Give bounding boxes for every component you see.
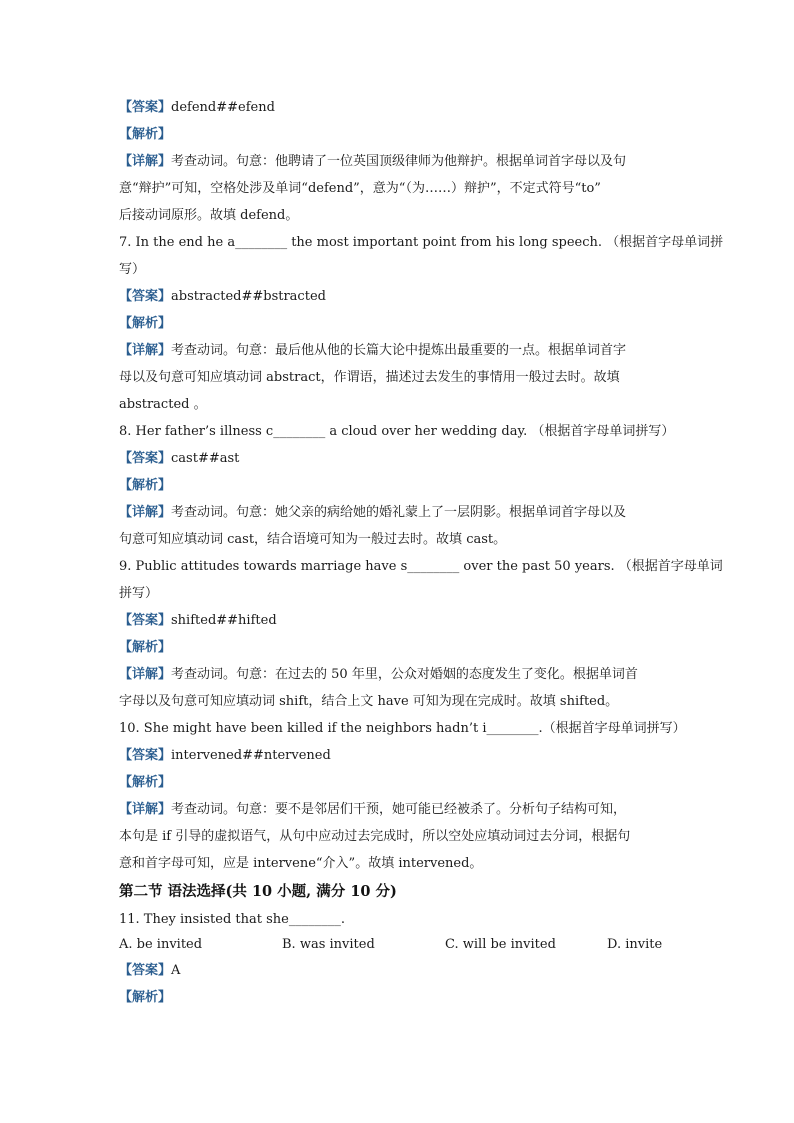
text-line (119, 175, 679, 202)
text-line (119, 337, 679, 364)
line-text: 7. In the end he a________ the most important point from his long speech. （根据首字母单词拼 (119, 235, 724, 250)
line-tag: 【答案】 (119, 613, 172, 628)
line-tag: 【解析】 (119, 640, 172, 655)
line-text: 考查动词。句意：最后他从他的长篇大论中提炼出最重要的一点。根据单词首字 (171, 343, 627, 358)
line-tag: 【解析】 (119, 775, 172, 790)
line-text: 意和首字母可知，应是 intervene“介入”。故填 intervened。 (119, 856, 483, 871)
line-text: cast##ast (171, 451, 240, 466)
text-line (119, 823, 679, 850)
text-line (119, 715, 686, 742)
text-line (119, 742, 679, 769)
line-text: 本句是 if 引导的虚拟语气，从句中应动过去完成时，所以空处应填动词过去分词，根据句 (119, 829, 631, 844)
line-text: 写） (119, 262, 146, 277)
line-tag: 【详解】 (119, 505, 172, 520)
line-tag: 【详解】 (119, 154, 172, 169)
text-line (119, 580, 679, 607)
question-11-options (119, 933, 679, 957)
question-11-answer (119, 957, 679, 984)
line-tag: 【答案】 (119, 289, 172, 304)
option-d: D. invite (607, 937, 663, 952)
line-text: 句意可知应填动词 cast，结合语境可知为一般过去时。故填 cast。 (119, 532, 507, 547)
line-text: abstracted 。 (119, 397, 207, 412)
line-tag: 【答案】 (119, 100, 172, 115)
line-text: 8. Her father’s illness c________ a cloud over her wedding day. （根据首字母单词拼写） (119, 424, 675, 439)
line-tag: 【详解】 (119, 667, 172, 682)
line-text: 9. Public attitudes towards marriage have s________ over the past 50 years. （根据首字母单词 (119, 559, 723, 574)
line-text: 字母以及句意可知应填动词 shift，结合上文 have 可知为现在完成时。故填 shifted。 (119, 694, 619, 709)
text-line (119, 607, 679, 634)
line-tag: 【答案】 (119, 748, 172, 763)
line-text: 考查动词。句意：要不是邻居们干预，她可能已经被杀了。分析句子结构可知， (171, 802, 627, 817)
answer-text: A (171, 963, 181, 978)
text-line (119, 202, 679, 229)
text-line (119, 634, 679, 661)
text-line (119, 526, 679, 553)
text-line (119, 472, 679, 499)
text-line (119, 688, 679, 715)
option-a: A. be invited (119, 937, 203, 952)
line-text: 考查动词。句意：她父亲的病给她的婚礼蒙上了一层阴影。根据单词首字母以及 (171, 505, 627, 520)
line-text: 考查动词。句意：他聘请了一位英国顶级律师为他辩护。根据单词首字母以及句 (171, 154, 627, 169)
line-text: defend##efend (171, 100, 275, 115)
line-text: 考查动词。句意：在过去的 50 年里，公众对婚姻的态度发生了变化。根据单词首 (171, 667, 638, 682)
text-line (119, 445, 679, 472)
line-tag: 【解析】 (119, 478, 172, 493)
text-line (119, 256, 679, 283)
line-tag: 【解析】 (119, 127, 172, 142)
line-tag: 【详解】 (119, 802, 172, 817)
text-line (119, 364, 679, 391)
line-text: 意“辩护”可知，空格处涉及单词“defend”，意为“（为……）辩护”，不定式符号“to” (119, 181, 601, 196)
question-11-analysis (119, 984, 679, 1011)
line-tag: 【详解】 (119, 343, 172, 358)
document-page (119, 94, 724, 1011)
text-line (119, 94, 679, 121)
text-line (119, 850, 679, 877)
text-line (119, 499, 679, 526)
line-text: 母以及句意可知应填动词 abstract，作谓语，描述过去发生的事情用一般过去时。故填 (119, 370, 620, 385)
line-text: intervened##ntervened (171, 748, 331, 763)
answer-tag: 【答案】 (119, 963, 172, 978)
line-text: abstracted##bstracted (171, 289, 326, 304)
section-title: 第二节 语法选择(共 10 小题, 满分 10 分) (119, 883, 397, 900)
option-b: B. was invited (282, 937, 375, 952)
text-line (119, 229, 724, 256)
text-line (119, 121, 679, 148)
text-line (119, 310, 679, 337)
line-text: 10. She might have been killed if the neighbors hadn’t i________.（根据首字母单词拼写） (119, 721, 686, 736)
text-line (119, 418, 679, 445)
text-line (119, 553, 723, 580)
text-lines (119, 94, 724, 877)
text-line (119, 769, 679, 796)
text-line (119, 391, 679, 418)
line-tag: 【解析】 (119, 316, 172, 331)
option-c: C. will be invited (445, 937, 556, 952)
line-tag: 【答案】 (119, 451, 172, 466)
text-line (119, 148, 679, 175)
line-text: 拼写） (119, 586, 159, 601)
text-line (119, 283, 679, 310)
question-11: 11. They insisted that she________. (119, 912, 345, 927)
text-line (119, 796, 679, 823)
line-text: shifted##hifted (171, 613, 277, 628)
text-line (119, 661, 679, 688)
line-text: 后接动词原形。故填 defend。 (119, 208, 299, 223)
analysis-tag: 【解析】 (119, 990, 172, 1005)
